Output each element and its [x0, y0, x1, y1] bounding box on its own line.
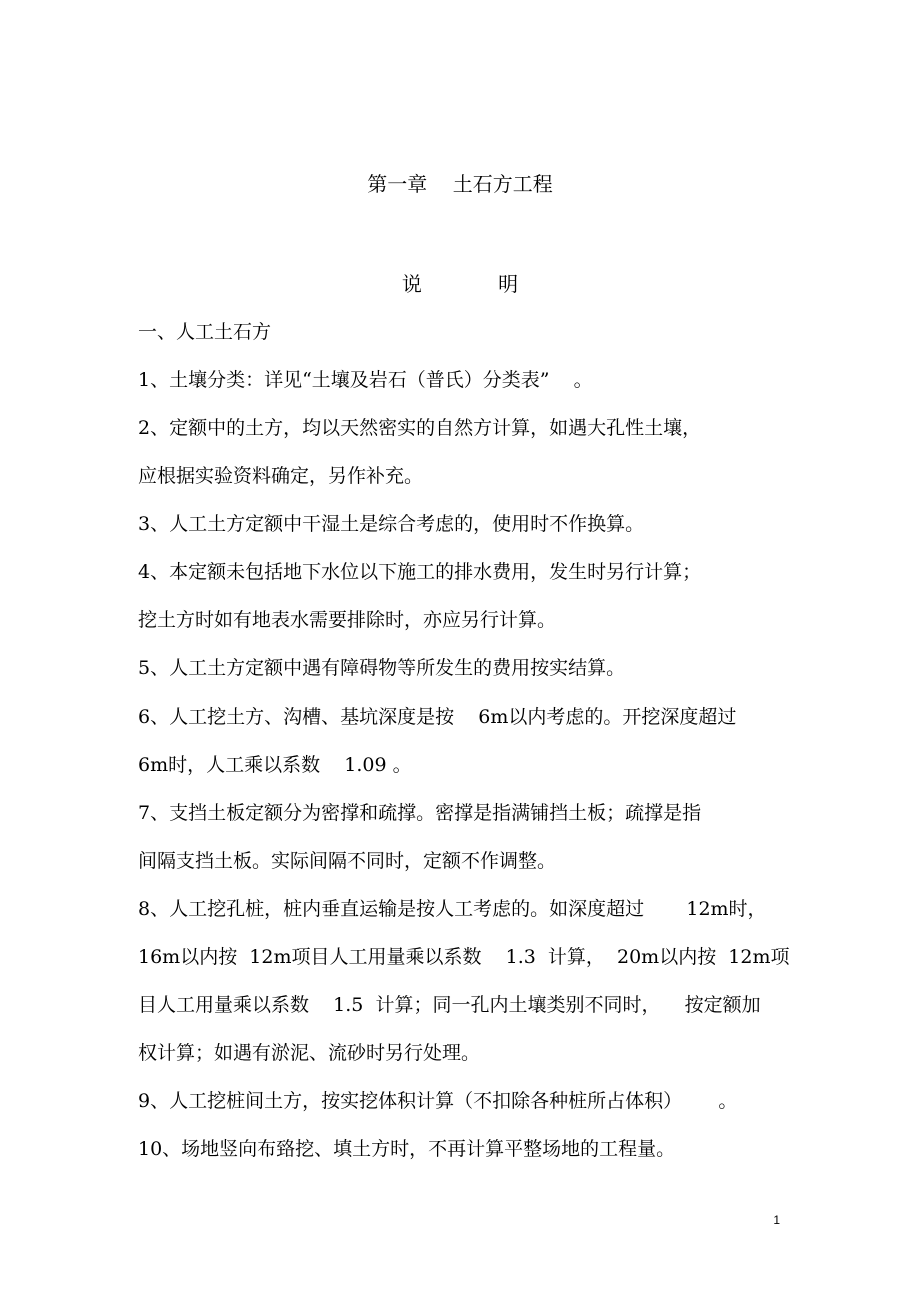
paragraph-line: 权计算；如遇有淤泥、流砂时另行处理。: [138, 1042, 481, 1064]
paragraph-line: 5、人工土方定额中遇有障碍物等所发生的费用按实结算。: [138, 657, 626, 679]
paragraph-line: 应根据实验资料确定，另作补充。: [138, 465, 424, 487]
part-heading: 一、人工土石方: [138, 321, 272, 343]
chapter-title: 第一章 土石方工程: [367, 172, 553, 196]
page-number: 1: [773, 1213, 780, 1227]
paragraph-line: 6、人工挖土方、沟槽、基坑深度是按 6m以内考虑的。开挖深度超过: [138, 706, 737, 728]
paragraph-line: 10、场地竖向布臵挖、填土方时，不再计算平整场地的工程量。: [138, 1138, 676, 1160]
paragraph-line: 2、定额中的土方，均以天然密实的自然方计算，如遇大孔性土壤，: [138, 417, 702, 439]
paragraph-line: 目人工用量乘以系数 1.5 计算；同一孔内土壤类别不同时， 按定额加: [138, 994, 761, 1016]
paragraph-line: 挖土方时如有地表水需要排除时，亦应另行计算。: [138, 609, 557, 631]
paragraph-line: 8、人工挖孔桩，桩内垂直运输是按人工考虑的。如深度超过 12m时，: [138, 898, 767, 920]
paragraph-line: 16m以内按 12m项目人工用量乘以系数 1.3 计算， 20m以内按 12m项: [138, 946, 790, 968]
paragraph-line: 6m时，人工乘以系数 1.09 。: [138, 754, 412, 776]
paragraph-line: 9、人工挖桩间土方，按实挖体积计算（不扣除各种桩所占体积） 。: [138, 1090, 738, 1112]
section-heading: 说 明: [401, 272, 519, 296]
paragraph-line: 4、本定额未包括地下水位以下施工的排水费用，发生时另行计算；: [138, 561, 702, 583]
paragraph-line: 7、支挡土板定额分为密撑和疏撑。密撑是指满铺挡土板；疏撑是指: [138, 802, 702, 824]
paragraph-line: 3、人工土方定额中干湿土是综合考虑的，使用时不作换算。: [138, 513, 645, 535]
paragraph-line: 间隔支挡土板。实际间隔不同时，定额不作调整。: [138, 850, 557, 872]
paragraph-line: 1、土壤分类：详见“土壤及岩石（普氏）分类表” 。: [138, 369, 593, 391]
